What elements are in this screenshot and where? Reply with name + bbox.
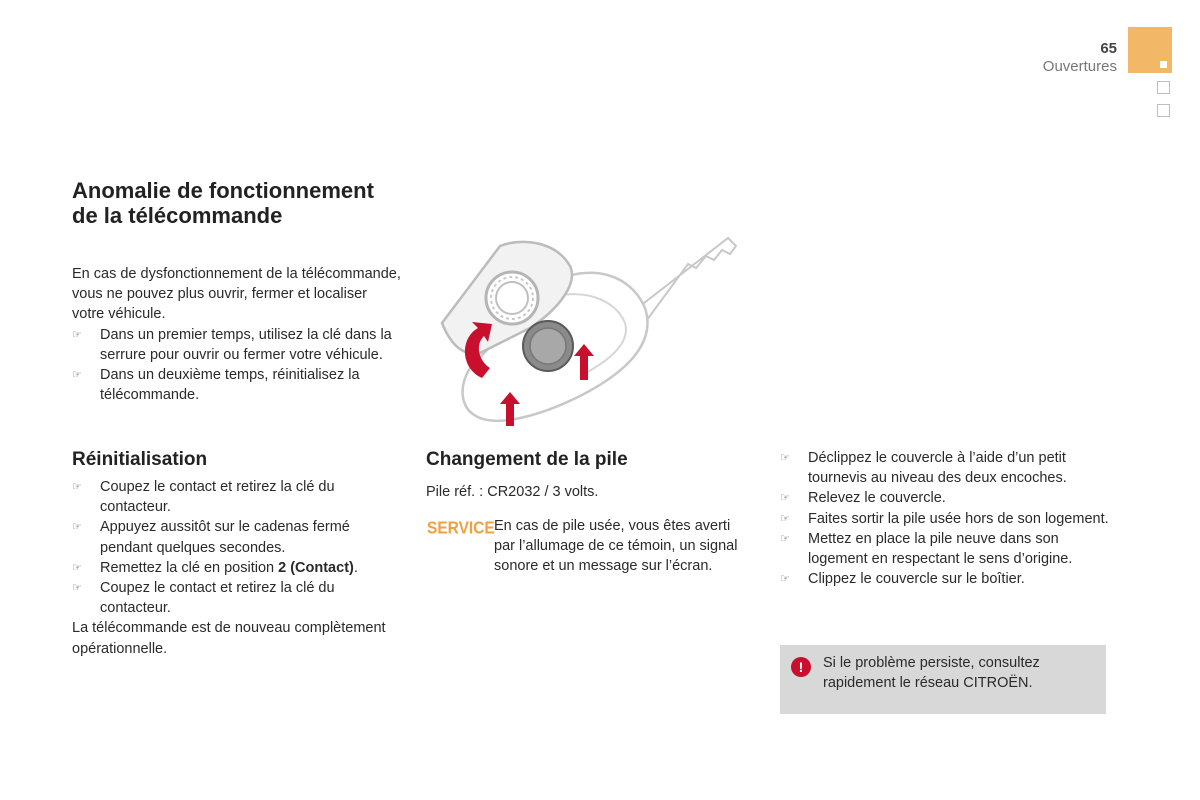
notice-text: Si le problème persiste, consultez rapidement le réseau CITROËN. xyxy=(823,655,1040,692)
list-item: ☞ Mettez en place la pile neuve dans son logement en respectant le sens d’origine. xyxy=(780,530,1073,568)
list-item: ☞ Dans un premier temps, utilisez la clé dans la serrure pour ouvrir ou fermer votre véhicule. xyxy=(72,326,392,363)
key-battery-illustration xyxy=(430,228,750,438)
pointing-hand-icon: ☞ xyxy=(780,532,790,545)
anomalie-body xyxy=(72,264,402,405)
steps-list xyxy=(780,448,1110,589)
chapter-tab-marker xyxy=(1160,61,1167,68)
reinit-conclusion: La télécommande est de nouveau complètement opérationnelle. xyxy=(72,620,386,657)
section-title: Ouvertures xyxy=(1042,58,1117,75)
pointing-hand-icon: ☞ xyxy=(72,481,82,493)
steps-body xyxy=(780,448,1110,589)
page-number: 65 xyxy=(1100,40,1117,57)
pointing-hand-icon: ☞ xyxy=(72,582,82,595)
pointing-hand-icon: ☞ xyxy=(780,452,790,464)
pointing-hand-icon: ☞ xyxy=(72,521,82,534)
pointing-hand-icon: ☞ xyxy=(72,328,82,341)
anomalie-list xyxy=(72,325,402,406)
list-item: ☞ Coupez le contact et retirez la clé du contacteur. xyxy=(72,479,335,516)
anomalie-intro: En cas de dysfonctionnement de la télécommande, vous ne pouvez plus ouvrir, fermer et localiser votre véhicule. xyxy=(72,266,401,323)
list-item: ☞ Faites sortir la pile usée hors de son logement. xyxy=(780,509,1110,529)
list-item: ☞ Appuyez aussitôt sur le cadenas fermé pendant quelques secondes. xyxy=(72,519,350,556)
list-item: ☞ Remettez la clé en position 2 (Contact). xyxy=(72,558,402,578)
section-heading-pile: Changement de la pile xyxy=(426,449,628,470)
key-blade xyxy=(635,238,736,324)
list-item: ☞ Coupez le contact et retirez la clé du contacteur. xyxy=(72,580,335,617)
list-item: ☞ Clippez le couvercle sur le boîtier. xyxy=(780,569,1110,589)
pointing-hand-icon: ☞ xyxy=(72,369,82,382)
chapter-tab-box xyxy=(1157,81,1170,94)
list-item: ☞ Dans un deuxième temps, réinitialisez la télécommande. xyxy=(72,367,360,404)
service-text: En cas de pile usée, vous êtes averti par l’allumage de ce témoin, un signal sonore et un message sur l’écran. xyxy=(494,518,738,575)
pile-ref: Pile réf. : CR2032 / 3 volts. xyxy=(426,484,599,500)
pointing-hand-icon: ☞ xyxy=(780,512,790,525)
pointing-hand-icon: ☞ xyxy=(72,561,82,574)
list-item: ☞ Relevez le couvercle. xyxy=(780,488,1110,508)
pointing-hand-icon: ☞ xyxy=(780,573,790,586)
reinit-body xyxy=(72,477,402,659)
service-warning-icon: SERVICE xyxy=(427,518,495,538)
reinit-list xyxy=(72,477,402,618)
chapter-tab-box xyxy=(1157,104,1170,117)
section-heading-reinit: Réinitialisation xyxy=(72,449,208,470)
exclamation-icon: ! xyxy=(791,657,811,677)
list-item: ☞ Déclippez le couvercle à l’aide d’un petit tournevis au niveau des deux encoches. xyxy=(780,450,1067,487)
page-title: Anomalie de fonctionnement de la télécommande xyxy=(72,178,374,228)
pointing-hand-icon: ☞ xyxy=(780,492,790,505)
